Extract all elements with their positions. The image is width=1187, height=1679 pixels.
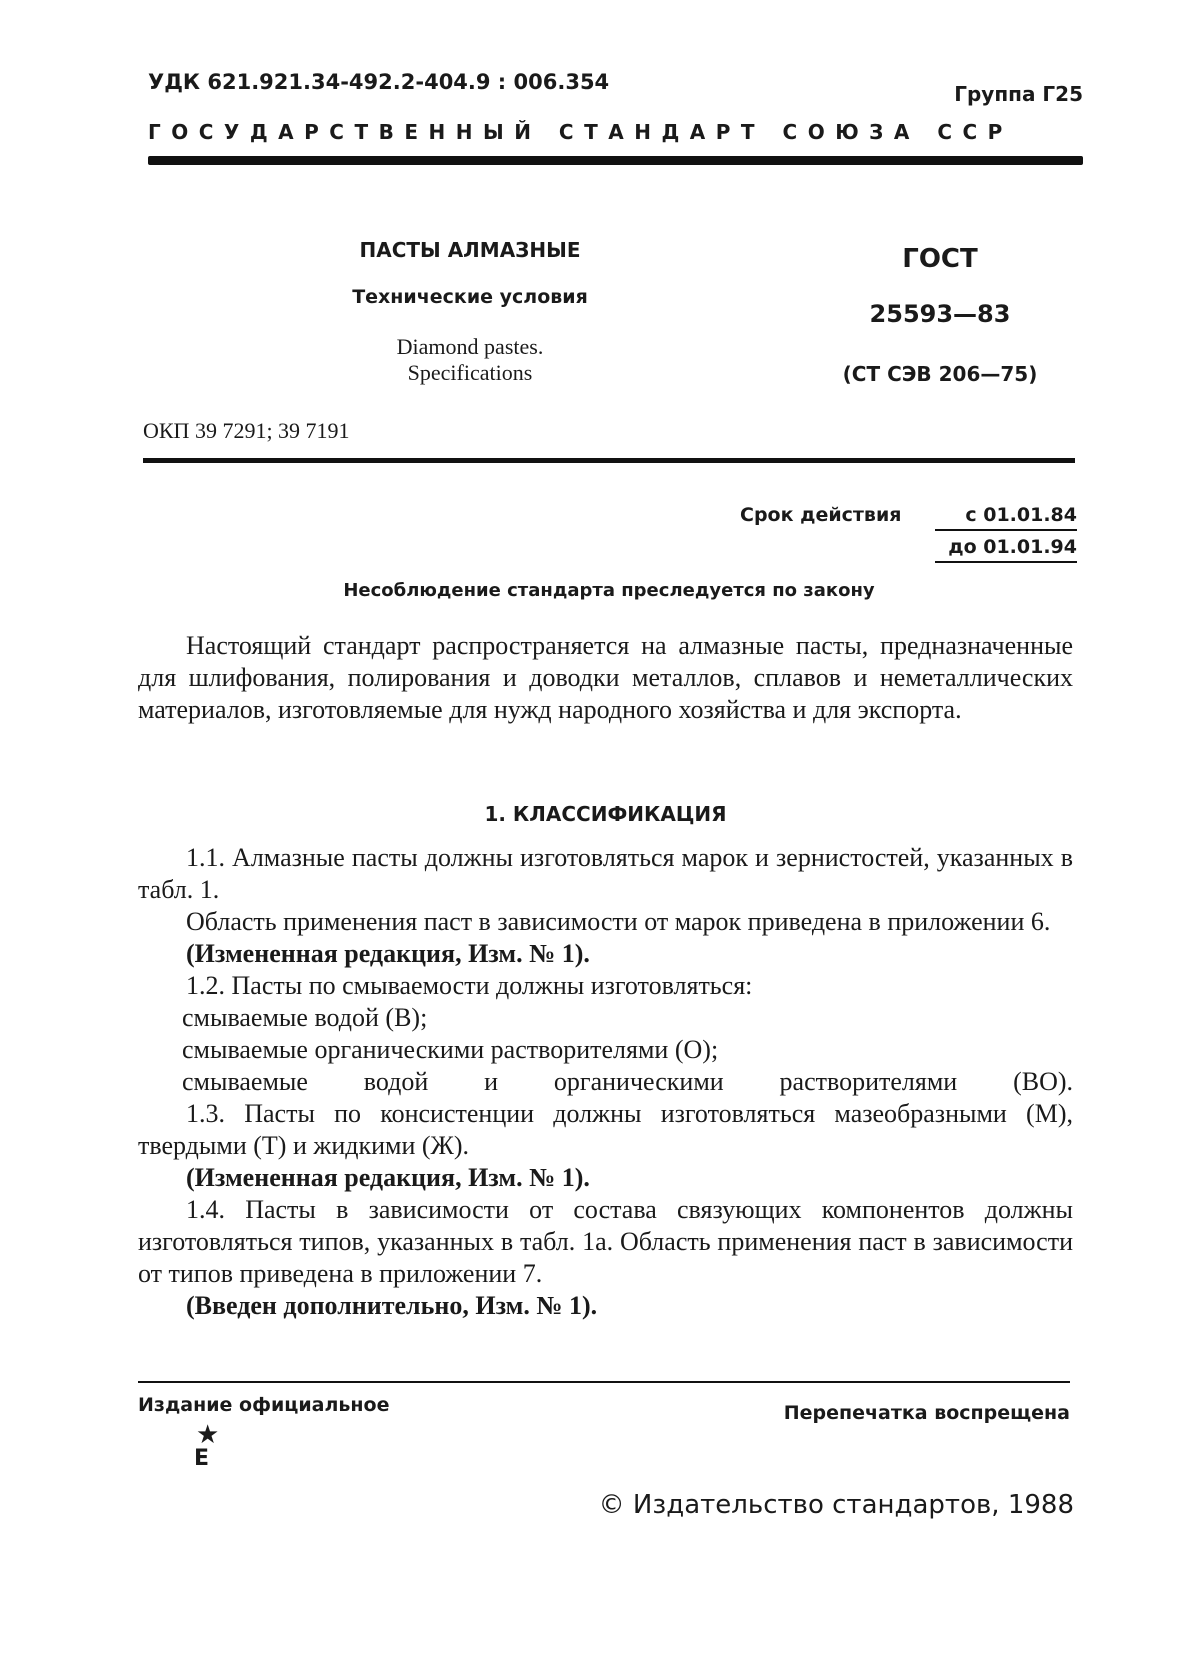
clause-1-1: 1.1. Алмазные пасты должны изготовляться марок и зернистостей, указанных в табл. 1. — [138, 843, 1073, 904]
amendment-note: (Введен дополнительно, Изм. № 1). — [186, 1291, 598, 1320]
clause-1-1-scope: Область применения паст в зависимости от марок приведена в приложении 6. — [186, 907, 1051, 936]
clause-1-4: 1.4. Пасты в зависимости от состава связующих компонентов должны изготовляться типов, указанных в табл. 1а. Область применения паст в зависимости от типов приведена в приложении 7. — [138, 1195, 1073, 1288]
section-body — [138, 842, 1073, 1322]
middle-rule — [143, 458, 1075, 463]
amendment-note: (Измененная редакция, Изм. № 1). — [186, 1163, 590, 1192]
e-mark: Е — [194, 1446, 210, 1471]
star-icon: ★ — [196, 1420, 220, 1450]
list-item: смываемые водой (В); — [182, 1003, 428, 1032]
document-subtitle: Технические условия — [352, 286, 588, 308]
section-heading: 1. КЛАССИФИКАЦИЯ — [484, 802, 727, 826]
list-item: смываемые органическими растворителями (О); — [182, 1035, 719, 1064]
english-title-line2: Specifications — [407, 360, 533, 385]
clause-1-2: 1.2. Пасты по смываемости должны изготовляться: — [186, 971, 753, 1000]
okp-code: ОКП 39 7291; 39 7191 — [143, 418, 350, 443]
validity-to: до 01.01.94 — [935, 536, 1077, 563]
state-standard-banner: ГОСУДАРСТВЕННЫЙ СТАНДАРТ СОЮЗА ССР — [148, 120, 1013, 144]
document-title: ПАСТЫ АЛМАЗНЫЕ — [359, 238, 581, 262]
official-edition-note: Издание официальное — [138, 1394, 390, 1416]
intro-paragraph: Настоящий стандарт распространяется на алмазные пасты, предназначенные для шлифования, полирования и доводки металлов, сплавов и неметаллических материалов, изготовляемые для нужд народного хозяйства и для экспорта. — [138, 631, 1073, 724]
amendment-note: (Измененная редакция, Изм. № 1). — [186, 939, 590, 968]
st-sev-reference: (СТ СЭВ 206—75) — [842, 362, 1038, 386]
top-rule — [148, 156, 1083, 165]
clause-1-3: 1.3. Пасты по консистенции должны изготовляться мазеобразными (М), твердыми (Т) и жидкими (Ж). — [138, 1099, 1073, 1160]
group-code: Группа Г25 — [954, 82, 1083, 106]
english-title-line1: Diamond pastes. — [396, 334, 544, 359]
reprint-prohibited-note: Перепечатка воспрещена — [783, 1402, 1070, 1424]
english-title — [330, 334, 610, 386]
validity-label: Срок действия — [740, 504, 902, 526]
law-note: Несоблюдение стандарта преследуется по закону — [343, 580, 875, 601]
bottom-rule — [138, 1381, 1070, 1383]
gost-label: ГОСТ — [902, 244, 978, 274]
copyright-line: © Издательство стандартов, 1988 — [598, 1490, 1074, 1520]
validity-from: с 01.01.84 — [935, 504, 1077, 531]
udk-code: УДК 621.921.34-492.2-404.9 : 006.354 — [148, 70, 610, 94]
gost-number: 25593—83 — [869, 300, 1011, 328]
list-item: смываемые водой и органическими растворителями (ВО). — [182, 1067, 1073, 1096]
